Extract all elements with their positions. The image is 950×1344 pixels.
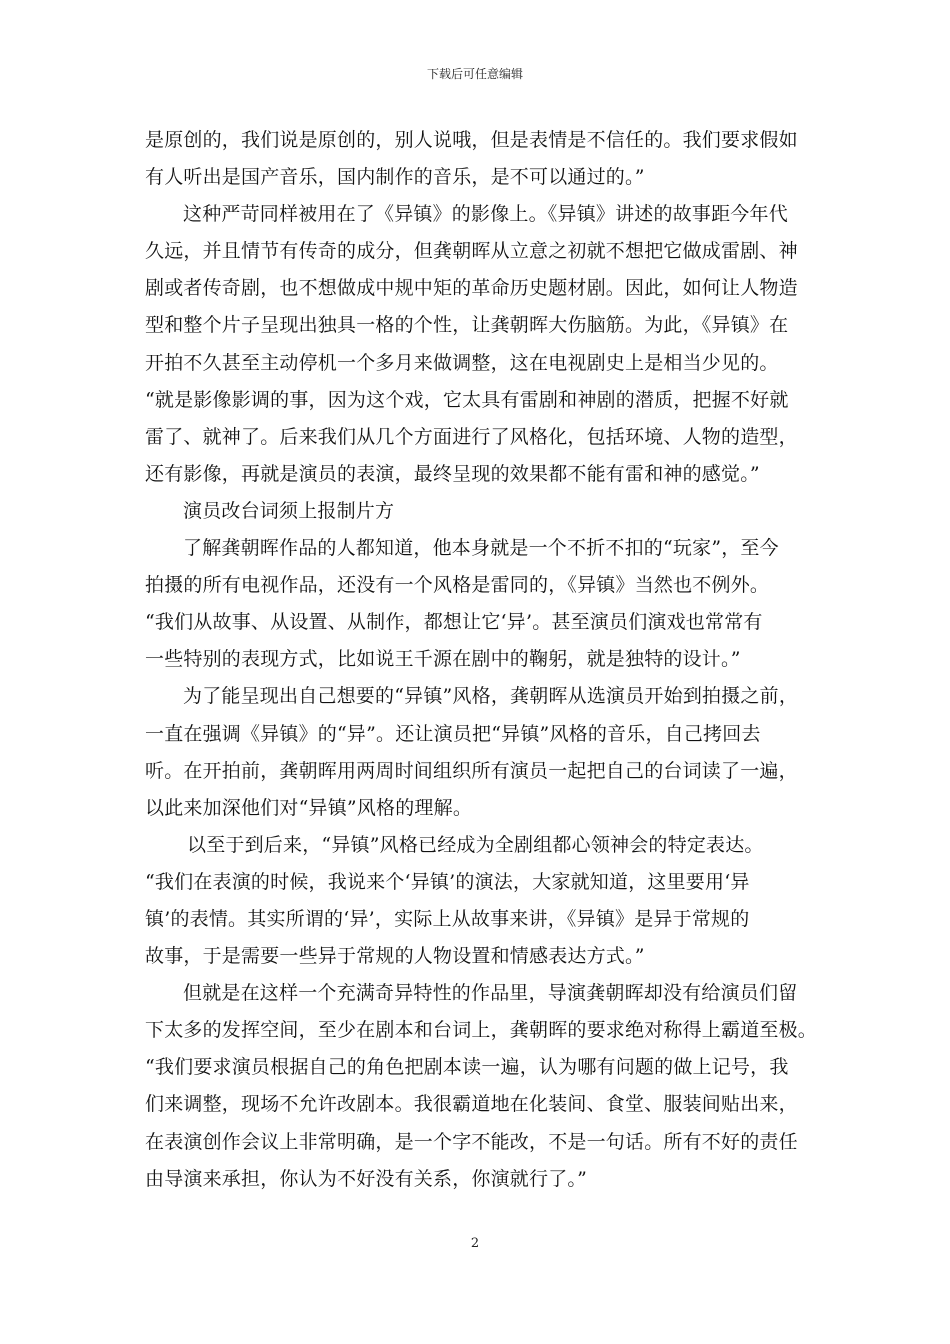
text-line: 型和整个片子呈现出独具一格的个性，让龚朝晖大伤脑筋。为此，《异镇》在 (145, 314, 789, 337)
text-line: 有人听出是国产音乐，国内制作的音乐，是不可以通过的。” (145, 166, 645, 189)
page-header: 下载后可任意编辑 (426, 67, 523, 81)
text-line: “我们在表演的时候，我说来个‘异镇’的演法，大家就知道，这里要用‘异 (145, 870, 750, 893)
text-line: 以此来加深他们对“异镇”风格的理解。 (145, 796, 473, 819)
text-line: 一直在强调《异镇》的“异”。还让演员把“异镇”风格的音乐，自己拷回去 (145, 722, 761, 745)
text-line: 在表演创作会议上非常明确，是一个字不能改，不是一句话。所有不好的责任 (145, 1130, 798, 1153)
text-line: 们来调整，现场不允许改剧本。我很霸道地在化装间、食堂、服装间贴出来， (145, 1093, 798, 1116)
paragraph-start-line: 以至于到后来，“异镇”风格已经成为全剧组都心领神会的特定表达。 (187, 833, 764, 856)
document-body (145, 122, 818, 1198)
text-line: 故事，于是需要一些异于常规的人物设置和情感表达方式。” (145, 945, 645, 968)
text-line: “就是影像影调的事，因为这个戏，它太具有雷剧和神剧的潜质，把握不好就 (145, 388, 789, 411)
text-line: “我们要求演员根据自己的角色把剧本读一遍，认为哪有问题的做上记号，我 (145, 1056, 789, 1079)
text-line: 雷了、就神了。后来我们从几个方面进行了风格化，包括环境、人物的造型， (145, 425, 798, 448)
text-line: 一些特别的表现方式，比如说王千源在剧中的鞠躬，就是独特的设计。” (145, 648, 741, 671)
text-line: 久远，并且情节有传奇的成分，但龚朝晖从立意之初就不想把它做成雷剧、神 (145, 240, 798, 263)
section-heading: 演员改台词须上报制片方 (183, 499, 395, 522)
paragraph-start-line: 但就是在这样一个充满奇异特性的作品里，导演龚朝晖却没有给演员们留 (183, 982, 798, 1005)
text-line: 拍摄的所有电视作品，还没有一个风格是雷同的，《异镇》当然也不例外。 (145, 574, 770, 597)
text-line: 下太多的发挥空间，至少在剧本和台词上，龚朝晖的要求绝对称得上霸道至极。 (145, 1019, 818, 1042)
text-line: 开拍不久甚至主动停机一个多月来做调整，这在电视剧史上是相当少见的。 (145, 351, 779, 374)
text-line: 镇’的表情。其实所谓的‘异’，实际上从故事来讲，《异镇》是异于常规的 (145, 907, 750, 930)
text-line: 是原创的，我们说是原创的，别人说哦，但是表情是不信任的。我们要求假如 (145, 129, 798, 151)
text-line: 还有影像，再就是演员的表演，最终呈现的效果都不能有雷和神的感觉。” (145, 462, 760, 485)
text-line: 剧或者传奇剧，也不想做成中规中矩的革命历史题材剧。因此，如何让人物造 (145, 277, 798, 300)
paragraph-start-line: 这种严苛同样被用在了《异镇》的影像上。《异镇》讲述的故事距今年代 (183, 203, 788, 226)
paragraph-start-line: 了解龚朝晖作品的人都知道，他本身就是一个不折不扣的“玩家”，至今 (183, 537, 779, 560)
text-line: 由导演来承担，你认为不好没有关系，你演就行了。” (145, 1167, 588, 1190)
text-line: 听。在开拍前，龚朝晖用两周时间组织所有演员一起把自己的台词读了一遍， (145, 759, 798, 782)
page-number: 2 (470, 1236, 480, 1251)
paragraph-start-line: 为了能呈现出自己想要的“异镇”风格，龚朝晖从选演员开始到拍摄之前， (183, 685, 799, 708)
text-line: “我们从故事、从设置、从制作，都想让它‘异’。甚至演员们演戏也常常有 (145, 611, 763, 634)
